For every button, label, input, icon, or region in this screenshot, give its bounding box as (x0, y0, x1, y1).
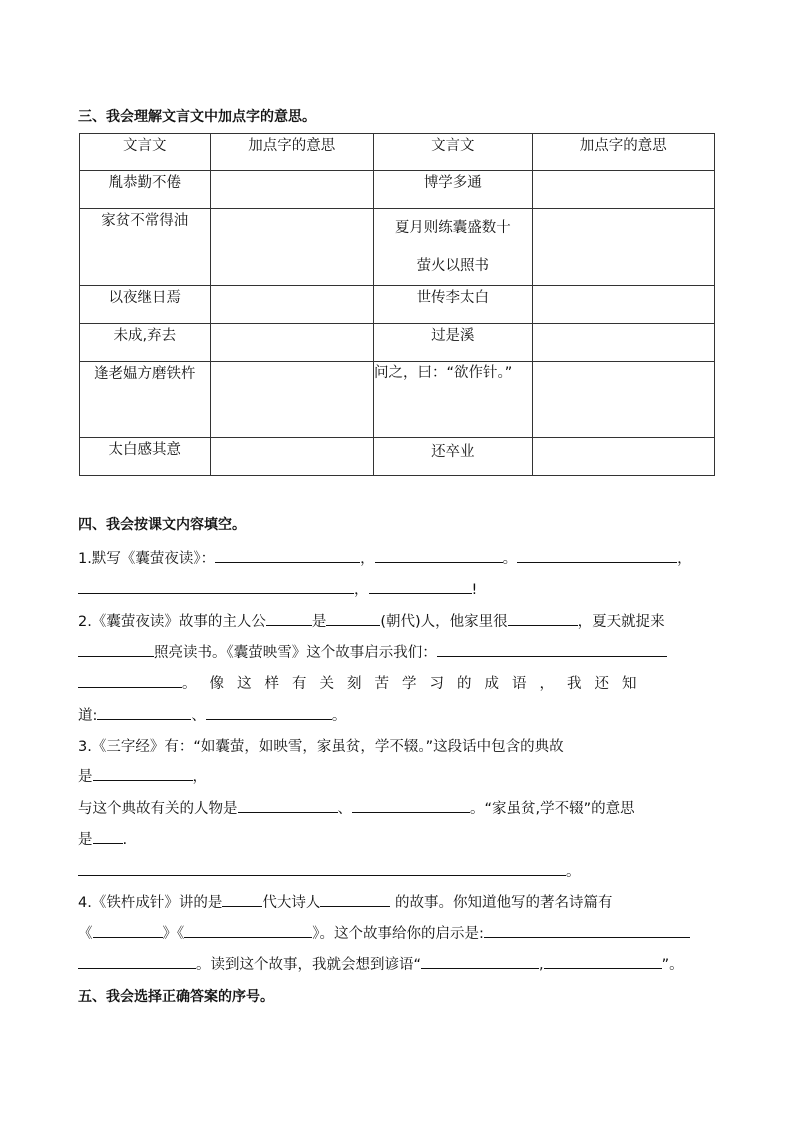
classical-text-cell: 博学多通 (374, 171, 533, 209)
answer-blank[interactable] (320, 892, 390, 907)
answer-blank[interactable] (93, 829, 123, 844)
question-3-text: 是 (78, 769, 93, 785)
table-row (80, 438, 715, 476)
question-2-text: 照亮读书。《囊萤映雪》这个故事启示我们： (154, 645, 437, 661)
meaning-answer-cell[interactable] (532, 438, 714, 476)
classical-text-cell: 胤恭勤不倦 (80, 171, 211, 209)
section-3-title: 三、我会理解文言文中加点字的意思。 (78, 109, 316, 125)
question-2-line-1 (78, 610, 665, 631)
question-3-text: 3.《三字经》有：“如囊萤，如映雪，家虽贫，学不辍。”这段话中包含的典故 (78, 739, 564, 755)
meaning-answer-cell[interactable] (210, 286, 373, 324)
meaning-answer-cell[interactable] (210, 324, 373, 362)
classical-text-cell: 逢老媪方磨铁杵 (80, 362, 211, 438)
question-4-text: 的故事。你知道他写的著名诗篇有 (394, 895, 613, 911)
classical-text-line: 夏月则练囊盛数十 (394, 220, 511, 236)
classical-chinese-table (79, 133, 715, 476)
question-3-line-4: 是 . (78, 828, 127, 849)
meaning-answer-cell[interactable] (210, 362, 373, 438)
classical-text-line: 萤火以照书 (416, 258, 490, 274)
question-3-line-5: 。 (78, 860, 581, 881)
table-row (80, 171, 715, 209)
question-2-line-4: 道: 、 。 (78, 704, 346, 725)
classical-text-cell: 家贫不常得油 (80, 209, 211, 286)
answer-blank[interactable] (78, 673, 182, 688)
question-2-line-2 (78, 641, 667, 662)
classical-text-cell: 问之，曰：“欲作针。” (374, 362, 533, 438)
header-classical-text-1: 文言文 (80, 134, 211, 171)
meaning-answer-cell[interactable] (532, 209, 714, 286)
answer-blank[interactable] (93, 766, 193, 781)
question-2-text: 是 (311, 614, 327, 630)
question-2-text: 道: (78, 708, 98, 724)
answer-blank[interactable] (78, 642, 154, 657)
question-1-prefix: 1.默写《囊萤夜读》： (78, 551, 216, 567)
question-3-text: 。“家虽贫,学不辍”的意思 (470, 801, 635, 817)
answer-blank[interactable] (222, 892, 262, 907)
header-meaning-1: 加点字的意思 (210, 134, 373, 171)
classical-text-cell: 还卒业 (374, 438, 533, 476)
question-4-text: 代大诗人 (262, 895, 321, 911)
question-2-text: 2.《囊萤夜读》故事的主人公 (78, 614, 266, 630)
classical-text-cell: 太白感其意 (80, 438, 211, 476)
question-3-line-3: 与这个典故有关的人物是 、 。“家虽贫,学不辍”的意思 (78, 797, 635, 818)
section-4-title: 四、我会按课文内容填空。 (78, 517, 246, 533)
classical-text-cell: 未成,弃去 (80, 324, 211, 362)
question-2-text: ，夏天就捉来 (577, 614, 665, 630)
table-header-row (80, 134, 715, 171)
answer-blank[interactable] (437, 642, 667, 657)
table-row (80, 286, 715, 324)
answer-blank[interactable] (78, 954, 196, 969)
question-4-line-2: 《 》《 》。这个故事给你的启示是: (78, 922, 690, 943)
answer-blank[interactable] (266, 611, 312, 626)
question-1-line-2: ， ! (78, 578, 477, 599)
question-3-line-2: 是 ， (78, 765, 207, 786)
question-1-line-1: 1.默写《囊萤夜读》： ， 。 ， (78, 547, 692, 568)
question-4-line-3: 。读到这个故事，我就会想到谚语“ , ”。 (78, 953, 684, 974)
answer-blank[interactable] (352, 798, 470, 813)
question-4-text: 4.《铁杵成针》讲的是 (78, 895, 223, 911)
answer-blank[interactable] (544, 954, 662, 969)
question-3-text: 是 (78, 832, 93, 848)
header-classical-text-2: 文言文 (374, 134, 533, 171)
answer-blank[interactable] (508, 611, 578, 626)
answer-blank[interactable] (93, 923, 163, 938)
question-3-text: 与这个典故有关的人物是 (78, 801, 238, 817)
question-2-text: (朝代)人，他家里很 (380, 614, 508, 630)
answer-blank[interactable] (326, 611, 380, 626)
table-row (80, 324, 715, 362)
question-3-line-1 (78, 735, 564, 756)
classical-text-cell: 世传李太白 (374, 286, 533, 324)
answer-blank[interactable] (238, 798, 338, 813)
meaning-answer-cell[interactable] (210, 209, 373, 286)
question-4-text: 。这个故事给你的启示是: (319, 926, 484, 942)
question-2-text: 。像这样有关刻苦学习的成语，我还知 (182, 676, 650, 692)
meaning-answer-cell[interactable] (210, 438, 373, 476)
answer-blank[interactable] (421, 954, 539, 969)
classical-text-cell: 过是溪 (374, 324, 533, 362)
section-5-title: 五、我会选择正确答案的序号。 (78, 989, 274, 1005)
table-row (80, 362, 715, 438)
answer-blank[interactable] (484, 923, 690, 938)
question-2-line-3 (78, 672, 650, 693)
meaning-answer-cell[interactable] (210, 171, 373, 209)
meaning-answer-cell[interactable] (532, 362, 714, 438)
answer-blank[interactable] (369, 579, 472, 594)
answer-blank[interactable] (517, 548, 677, 563)
classical-text-cell: 以夜继日焉 (80, 286, 211, 324)
header-meaning-2: 加点字的意思 (532, 134, 714, 171)
classical-text-cell (374, 209, 533, 286)
table-row (80, 209, 715, 286)
answer-blank[interactable] (97, 705, 191, 720)
meaning-answer-cell[interactable] (532, 171, 714, 209)
question-4-line-1 (78, 891, 612, 912)
answer-blank[interactable] (78, 579, 354, 594)
answer-blank[interactable] (206, 705, 332, 720)
meaning-answer-cell[interactable] (532, 286, 714, 324)
answer-blank[interactable] (215, 548, 360, 563)
meaning-answer-cell[interactable] (532, 324, 714, 362)
answer-blank[interactable] (78, 861, 566, 876)
answer-blank[interactable] (375, 548, 503, 563)
question-4-text: 。读到这个故事，我就会想到谚语“ (196, 957, 422, 973)
answer-blank[interactable] (184, 923, 312, 938)
